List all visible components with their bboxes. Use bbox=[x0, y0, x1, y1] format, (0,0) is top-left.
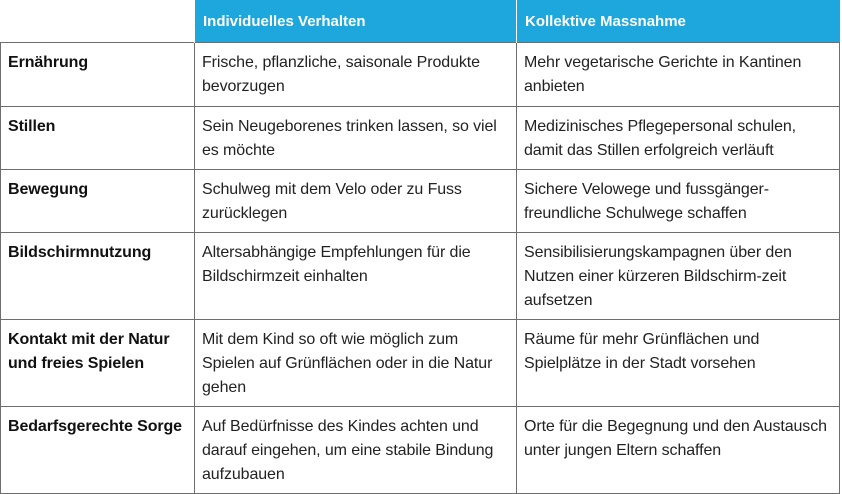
table-row bbox=[1, 170, 840, 233]
row-label: Kontakt mit der Natur und freies Spielen bbox=[1, 320, 195, 407]
header-row bbox=[1, 0, 840, 43]
table-row bbox=[1, 320, 840, 407]
table-body bbox=[1, 43, 840, 494]
row-label: Stillen bbox=[1, 107, 195, 170]
collective-cell: Sichere Velowege und fussgänger-freundliche Schulwege schaffen bbox=[517, 170, 840, 233]
header-cell-collective: Kollektive Massnahme bbox=[517, 0, 840, 43]
table-row bbox=[1, 107, 840, 170]
collective-cell: Sensibilisierungskampagnen über den Nutzen einer kürzeren Bildschirm-zeit aufsetzen bbox=[517, 233, 840, 320]
row-label: Bildschirmnutzung bbox=[1, 233, 195, 320]
row-label: Ernährung bbox=[1, 43, 195, 107]
header-cell-individual: Individuelles Verhalten bbox=[195, 0, 517, 43]
individual-cell: Auf Bedürfnisse des Kindes achten und darauf eingehen, um eine stabile Bindung aufzubauen bbox=[195, 407, 517, 494]
individual-cell: Sein Neugeborenes trinken lassen, so viel es möchte bbox=[195, 107, 517, 170]
row-label: Bedarfsgerechte Sorge bbox=[1, 407, 195, 494]
collective-cell: Orte für die Begegnung und den Austausch unter jungen Eltern schaffen bbox=[517, 407, 840, 494]
individual-cell: Frische, pflanzliche, saisonale Produkte bevorzugen bbox=[195, 43, 517, 107]
table-header bbox=[1, 0, 840, 43]
collective-cell: Mehr vegetarische Gerichte in Kantinen anbieten bbox=[517, 43, 840, 107]
table-row bbox=[1, 233, 840, 320]
individual-cell: Mit dem Kind so oft wie möglich zum Spielen auf Grünflächen oder in die Natur gehen bbox=[195, 320, 517, 407]
table-row bbox=[1, 43, 840, 107]
individual-cell: Schulweg mit dem Velo oder zu Fuss zurücklegen bbox=[195, 170, 517, 233]
header-cell-corner bbox=[1, 0, 195, 43]
individual-cell: Altersabhängige Empfehlungen für die Bildschirmzeit einhalten bbox=[195, 233, 517, 320]
table-row bbox=[1, 407, 840, 494]
collective-cell: Räume für mehr Grünflächen und Spielplätze in der Stadt vorsehen bbox=[517, 320, 840, 407]
row-label: Bewegung bbox=[1, 170, 195, 233]
collective-cell: Medizinisches Pflegepersonal schulen, damit das Stillen erfolgreich verläuft bbox=[517, 107, 840, 170]
